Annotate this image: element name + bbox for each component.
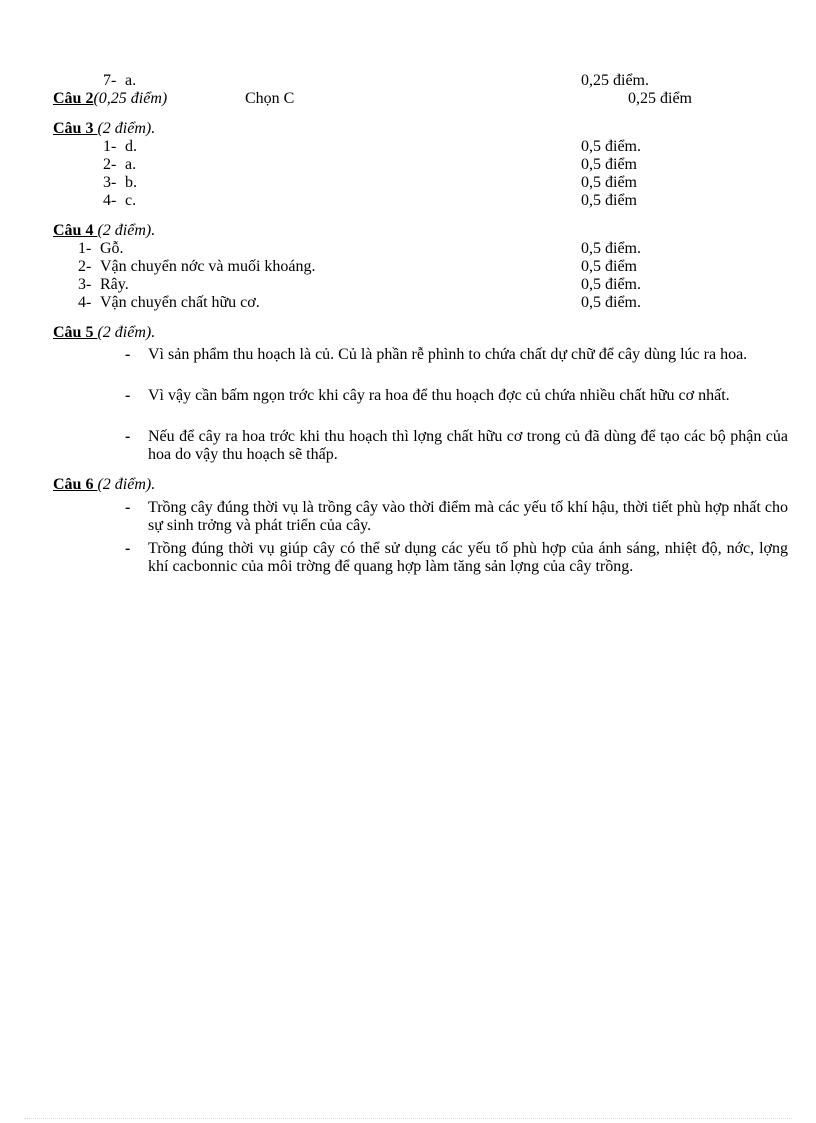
q1-item-7 <box>103 72 136 90</box>
item-number: 3- <box>103 174 117 191</box>
item-answer: c. <box>125 192 137 209</box>
q3-item-score: 0,5 điểm <box>581 156 637 173</box>
q4-item-score: 0,5 điểm <box>581 258 637 275</box>
bullet-text: Trồng cây đúng thời vụ là trồng cây vào thời điểm mà các yếu tố khí hậu, thời tiết phù hợp nhất cho sự sinh trởng và phát triển của cây. <box>148 499 788 534</box>
item-number: 3- <box>78 276 92 293</box>
bullet-dash: - <box>125 387 131 404</box>
item-number: 7- <box>103 72 117 89</box>
q2-choice: Chọn C <box>245 90 295 107</box>
q2-heading <box>53 90 167 108</box>
item-number: 4- <box>78 294 92 311</box>
item-number: 2- <box>78 258 92 275</box>
q5-heading <box>53 324 155 342</box>
q3-item <box>103 174 137 192</box>
item-number: 1- <box>103 138 117 155</box>
q6-heading <box>53 476 155 494</box>
item-answer: Vận chuyển nớc và muối khoáng. <box>100 258 316 275</box>
question-points: (2 điểm). <box>97 222 156 239</box>
question-points: (0,25 điểm) <box>93 90 168 107</box>
item-answer: d. <box>125 138 137 155</box>
bullet-text: Nếu để cây ra hoa trớc khi thu hoạch thì lợng chất hữu cơ trong củ đã dùng để tạo các bộ phận của hoa do vậy thu hoạch sẽ thấp. <box>148 428 788 463</box>
item-answer: a. <box>125 156 137 173</box>
question-label: Câu 6 <box>53 476 98 493</box>
q3-item-score: 0,5 điểm <box>581 174 637 191</box>
q3-item <box>103 156 136 174</box>
bullet-dash: - <box>125 346 131 363</box>
q4-item <box>78 276 129 294</box>
bullet-text: Vì vậy cần bấm ngọn trớc khi cây ra hoa để thu hoạch đợc củ chứa nhiều chất hữu cơ nhất. <box>148 387 730 404</box>
q4-item-score: 0,5 điểm. <box>581 294 641 311</box>
q3-item-score: 0,5 điểm <box>581 192 637 209</box>
question-points: (2 điểm). <box>97 324 156 341</box>
item-number: 2- <box>103 156 117 173</box>
q4-item <box>78 240 124 258</box>
q3-item <box>103 138 137 156</box>
question-points: (2 điểm). <box>97 120 156 137</box>
item-answer: Gỗ. <box>100 240 124 257</box>
question-points: (2 điểm). <box>97 476 156 493</box>
question-label: Câu 4 <box>53 222 98 239</box>
item-answer: a. <box>125 72 137 89</box>
q3-heading <box>53 120 155 138</box>
q4-item-score: 0,5 điểm. <box>581 276 641 293</box>
bullet-dash: - <box>125 428 131 445</box>
bullet-dash: - <box>125 540 131 557</box>
question-label: Câu 2 <box>53 90 94 107</box>
q3-item <box>103 192 136 210</box>
q4-heading <box>53 222 155 240</box>
item-answer: b. <box>125 174 137 191</box>
q3-item-score: 0,5 điểm. <box>581 138 641 155</box>
question-label: Câu 3 <box>53 120 98 137</box>
q4-item <box>78 294 260 312</box>
bullet-dash: - <box>125 499 131 516</box>
q1-item-7-score: 0,25 điểm. <box>581 72 649 89</box>
item-answer: Vận chuyển chất hữu cơ. <box>100 294 260 311</box>
q2-score: 0,25 điểm <box>628 90 692 107</box>
bullet-text: Vì sản phẩm thu hoạch là củ. Củ là phần rễ phình to chứa chất dự chữ để cây dùng lúc ra hoa. <box>148 346 748 363</box>
item-answer: Rây. <box>100 276 129 293</box>
q4-item-score: 0,5 điểm. <box>581 240 641 257</box>
question-label: Câu 5 <box>53 324 98 341</box>
item-number: 4- <box>103 192 117 209</box>
bullet-text: Trồng đúng thời vụ giúp cây có thể sử dụng các yếu tố phù hợp của ánh sáng, nhiệt độ, nớc, lợng khí cacbonnic của môi trờng để quang hợp làm tăng sản lợng của cây trồng. <box>148 540 788 575</box>
q4-item <box>78 258 316 276</box>
item-number: 1- <box>78 240 92 257</box>
page-bottom-rule <box>24 1118 792 1119</box>
